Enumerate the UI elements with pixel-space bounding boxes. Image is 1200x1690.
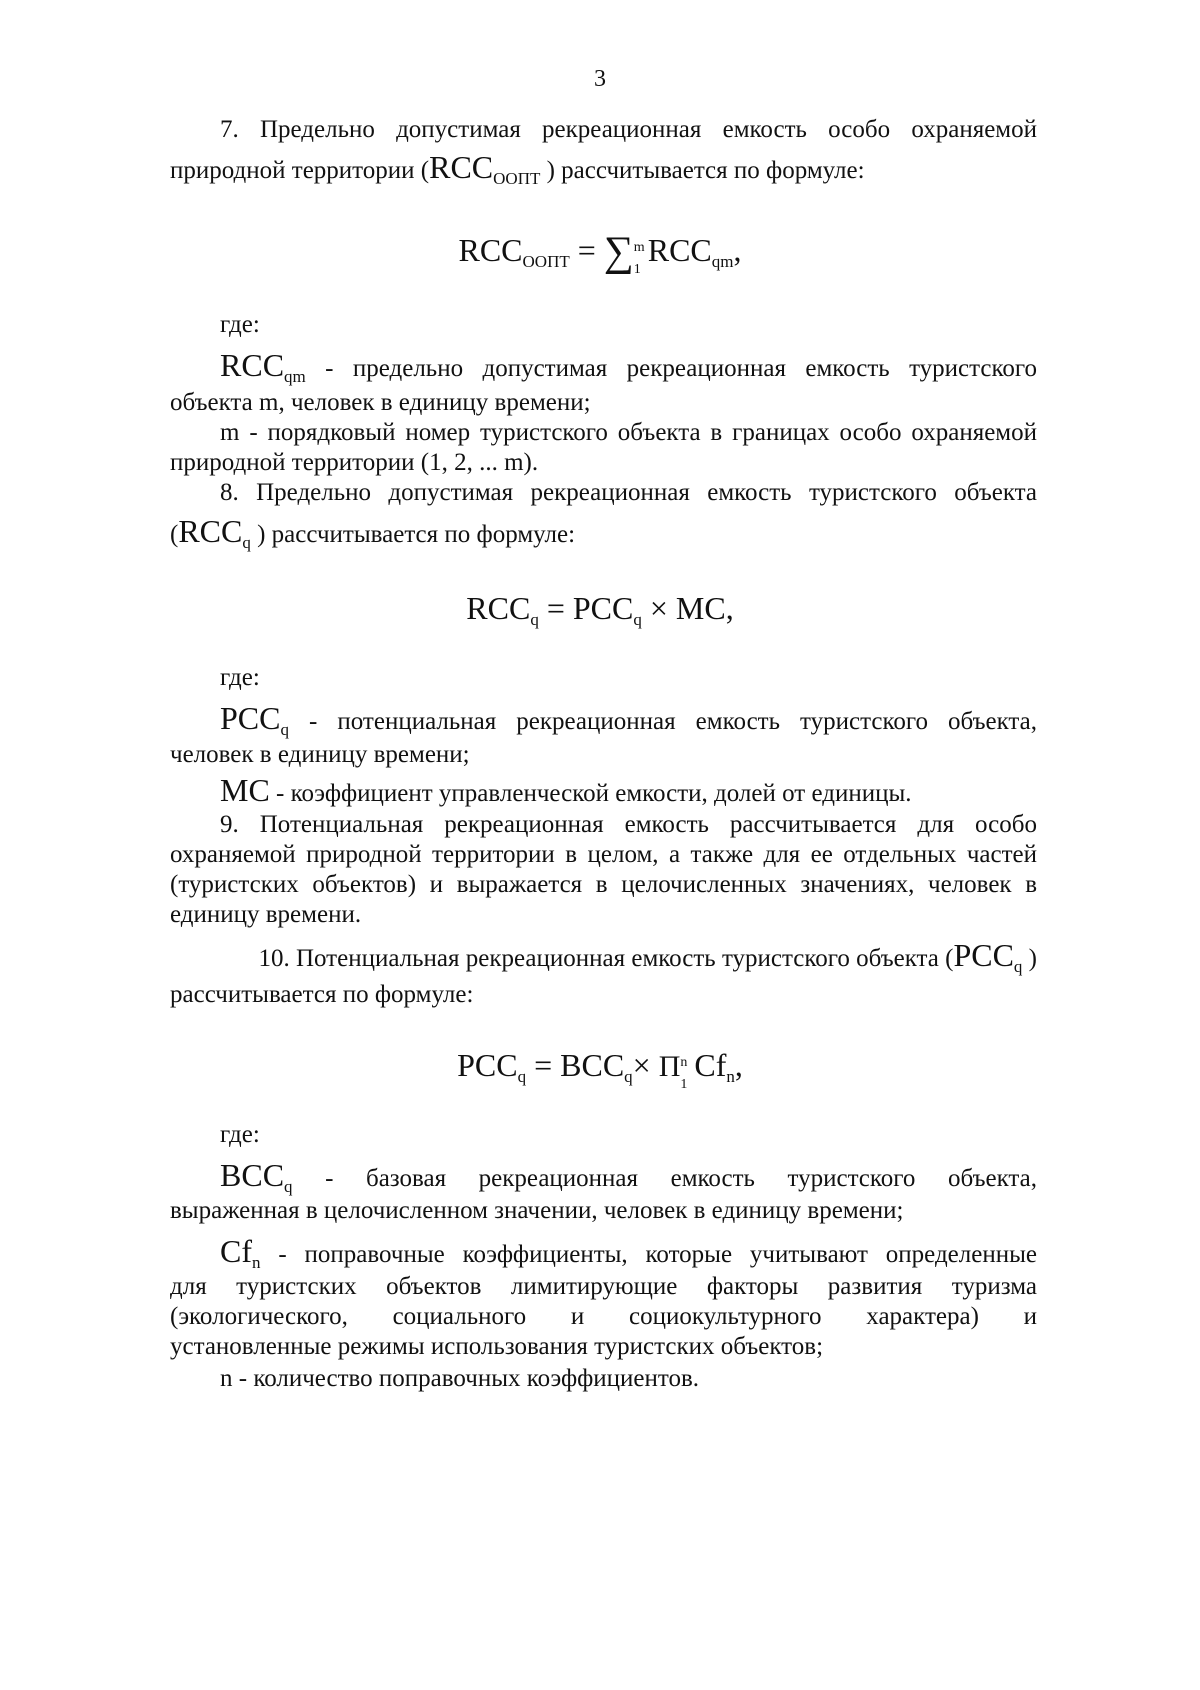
page-number: 3 [594,66,606,92]
def-bcc-q-line1: $BCC_q$ - базовая рекреационная емкость туристского объекта, [220,1157,1037,1196]
def-n: n - количество поправочных коэффициентов. [220,1365,700,1392]
def-cf-n-line1: $Cf_n$ - поправочные коэффициенты, которые учитывают определенные [220,1233,1037,1272]
def-m-line2: природной территории (1, 2, ... m). [170,449,539,476]
formula-pcc-q: $PCC_q = BCC_q\times П$ n 1 $Cf_n$, [457,1047,743,1092]
p8-line1: 8. Предельно допустимая рекреационная емкость туристского объекта [220,479,1037,506]
formula-rcc-oopt: $RCC_{ООПТ}$ = ∑ m 1 $RCC_{qm}$, [458,229,742,277]
p8-line2: ($RCC_q$ ) рассчитывается по формуле: [170,513,576,552]
p9-line1: 9. Потенциальная рекреационная емкость рассчитывается для особо [220,811,1037,838]
p7-line2: природной территории ($RCC_{ООПТ}$ ) рассчитывается по формуле: [170,149,865,188]
symbol-rcc-oopt: RCC [429,149,494,185]
p9-line2: охраняемой природной территории в целом, а также для ее отдельных частей [170,841,1037,868]
def-pcc-q-line2: человек в единицу времени; [170,741,470,768]
p9-line4: единицу времени. [170,901,362,928]
where-label: где: [220,311,260,338]
def-pcc-q-line1: $PCC_q$ - потенциальная рекреационная емкость туристского объекта, [220,700,1037,739]
sum-symbol: ∑ [603,229,634,275]
def-cf-n-line2: для туристских объектов лимитирующие факторы развития туризма [170,1273,1037,1300]
p7-line1: 7. Предельно допустимая рекреационная емкость особо охраняемой [220,116,1037,143]
where-label-3: где: [220,1121,260,1148]
def-mc: MC - коэффициент управленческой емкости, долей от единицы. [220,772,912,808]
formula-rcc-q: $RCC_q = PCC_q$ × MC, [466,590,734,629]
def-rcc-qm-line1: $RCC_{qm}$ - предельно допустимая рекреационная емкость туристского [220,347,1037,386]
def-bcc-q-line2: выраженная в целочисленном значении, человек в единицу времени; [170,1197,904,1224]
p10-line1: 10. Потенциальная рекреационная емкость туристского объекта ($PCC_q$ ) [258,937,1037,976]
where-label-2: где: [220,664,260,691]
p10-line2: рассчитывается по формуле: [170,981,474,1008]
def-rcc-qm-line2: объекта m, человек в единицу времени; [170,389,591,416]
def-cf-n-line4: установленные режимы использования туристских объектов; [170,1333,824,1360]
def-cf-n-line3: (экологического, социального и социокультурного характера) и [170,1303,1037,1330]
def-m-line1: m - порядковый номер туристского объекта в границах особо охраняемой [220,419,1037,446]
product-symbol: П [658,1050,681,1083]
p9-line3: (туристских объектов) и выражается в целочисленных значениях, человек в [170,871,1037,898]
